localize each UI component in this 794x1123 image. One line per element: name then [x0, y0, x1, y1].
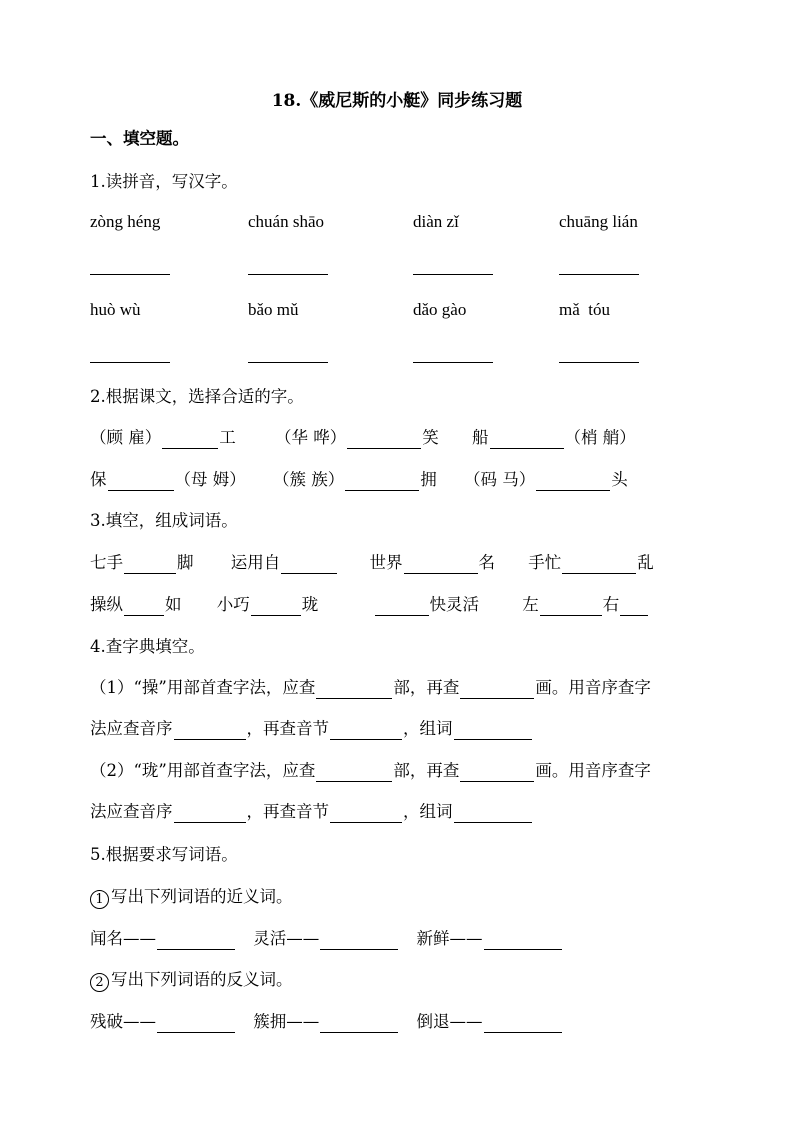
answer-blank[interactable] — [345, 473, 419, 491]
choice-text: （顾 雇） — [90, 428, 162, 447]
word-part: 新鲜—— — [416, 929, 483, 948]
pinyin-item: diàn zǐ — [413, 212, 459, 231]
word-part: 闻名—— — [90, 929, 156, 948]
choice-text: （母 姆） — [174, 470, 246, 489]
answer-blank[interactable] — [620, 598, 648, 616]
choice-text: （梢 艄） — [564, 428, 636, 447]
word-part: 右 — [602, 595, 620, 614]
pinyin-item: mǎ tóu — [559, 300, 610, 319]
word-part: 脚 — [177, 553, 194, 572]
question-2-prompt: 2.根据课文，选择合适的字。 — [90, 387, 304, 406]
answer-blank[interactable] — [490, 431, 564, 449]
text-part: 法应查音序 — [90, 719, 173, 738]
answer-blank[interactable] — [559, 362, 639, 363]
answer-blank[interactable] — [316, 764, 392, 782]
answer-blank[interactable] — [413, 274, 493, 275]
answer-blank[interactable] — [562, 556, 636, 574]
answer-blank[interactable] — [108, 473, 174, 491]
section-heading: 一、填空题。 — [90, 129, 189, 148]
answer-blank[interactable] — [281, 556, 337, 574]
word-part: 快灵活 — [429, 595, 479, 614]
word-part: 残破—— — [90, 1012, 156, 1031]
answer-blank[interactable] — [540, 598, 602, 616]
answer-blank[interactable] — [320, 932, 398, 950]
text-part: 法应查音序 — [90, 802, 173, 821]
text-part: ，组词 — [403, 719, 453, 738]
pinyin-item: zòng héng — [90, 212, 161, 231]
subquestion-2 — [90, 969, 293, 992]
word-part: 头 — [611, 470, 628, 489]
antonym-row — [90, 1011, 563, 1033]
answer-blank[interactable] — [330, 805, 402, 823]
answer-blank[interactable] — [559, 274, 639, 275]
word-part: 拥 — [420, 470, 437, 489]
answer-blank[interactable] — [248, 274, 328, 275]
answer-blank[interactable] — [460, 681, 534, 699]
text-part: （1）“操”用部首查字法，应查 — [90, 678, 316, 697]
text-part: 画。用音序查字 — [535, 761, 651, 780]
word-part: 左 — [522, 595, 539, 614]
word-part: 小巧 — [216, 595, 250, 614]
answer-blank[interactable] — [174, 722, 246, 740]
text-part: 部，再查 — [393, 761, 460, 780]
word-part: 簇拥—— — [253, 1012, 320, 1031]
answer-blank[interactable] — [251, 598, 301, 616]
subquestion-text: 写出下列词语的近义词。 — [111, 887, 293, 906]
word-part: 运用自 — [230, 553, 281, 572]
choice-text: （码 马） — [464, 470, 536, 489]
word-part: 操纵 — [90, 595, 123, 614]
word-part: 珑 — [301, 595, 319, 614]
answer-blank[interactable] — [157, 932, 235, 950]
answer-blank[interactable] — [124, 598, 164, 616]
question-4-part-1-line-1 — [90, 677, 651, 699]
question-4-prompt: 4.查字典填空。 — [90, 637, 205, 656]
word-part: 如 — [165, 595, 182, 614]
word-part: 乱 — [637, 553, 654, 572]
answer-blank[interactable] — [375, 598, 429, 616]
answer-blank[interactable] — [454, 805, 532, 823]
text-part: ，再查音节 — [246, 802, 329, 821]
question-1-prompt: 1.读拼音，写汉字。 — [90, 172, 238, 191]
word-part: 手忙 — [528, 553, 562, 572]
word-part: 工 — [219, 428, 236, 447]
question-3-line-2 — [90, 594, 649, 616]
choice-text: （华 哗） — [275, 428, 347, 447]
question-2-line-2 — [90, 469, 628, 491]
answer-blank[interactable] — [162, 431, 218, 449]
answer-blank[interactable] — [316, 681, 392, 699]
text-part: （2）“珑”用部首查字法，应查 — [90, 761, 316, 780]
text-part: 画。用音序查字 — [535, 678, 651, 697]
question-5-prompt: 5.根据要求写词语。 — [90, 845, 238, 864]
word-part: 倒退—— — [416, 1012, 483, 1031]
answer-blank[interactable] — [484, 932, 562, 950]
answer-blank[interactable] — [454, 722, 532, 740]
question-3-line-1 — [90, 552, 654, 574]
circled-number: 2 — [90, 973, 109, 992]
answer-blank[interactable] — [404, 556, 478, 574]
word-part: 七手 — [90, 553, 123, 572]
choice-text: （簇 族） — [273, 470, 345, 489]
pinyin-item: dǎo gào — [413, 300, 467, 319]
question-4-part-2-line-1 — [90, 760, 651, 782]
pinyin-item: huò wù — [90, 300, 141, 319]
word-part: 灵活—— — [253, 929, 320, 948]
word-part: 船 — [472, 428, 489, 447]
word-part: 保 — [90, 470, 107, 489]
answer-blank[interactable] — [320, 1015, 398, 1033]
question-4-part-1-line-2 — [90, 718, 533, 740]
answer-blank[interactable] — [413, 362, 493, 363]
answer-blank[interactable] — [124, 556, 176, 574]
circled-number: 1 — [90, 890, 109, 909]
page-title: 18.《威尼斯的小艇》同步练习题 — [271, 91, 523, 111]
answer-blank[interactable] — [347, 431, 421, 449]
answer-blank[interactable] — [90, 274, 170, 275]
pinyin-item: chuán shāo — [248, 212, 325, 231]
text-part: ，再查音节 — [246, 719, 329, 738]
answer-blank[interactable] — [330, 722, 402, 740]
answer-blank[interactable] — [90, 362, 170, 363]
subquestion-1 — [90, 886, 293, 909]
word-part: 世界 — [369, 553, 403, 572]
text-part: 部，再查 — [393, 678, 460, 697]
word-part: 名 — [478, 553, 495, 572]
answer-blank[interactable] — [174, 805, 246, 823]
answer-blank[interactable] — [484, 1015, 562, 1033]
answer-blank[interactable] — [536, 473, 610, 491]
text-part: ，组词 — [403, 802, 453, 821]
question-2-line-1 — [90, 427, 636, 449]
question-4-part-2-line-2 — [90, 801, 533, 823]
subquestion-text: 写出下列词语的反义词。 — [111, 970, 293, 989]
word-part: 笑 — [422, 428, 439, 447]
pinyin-item: bǎo mǔ — [248, 300, 299, 319]
answer-blank[interactable] — [248, 362, 328, 363]
answer-blank[interactable] — [157, 1015, 235, 1033]
answer-blank[interactable] — [460, 764, 534, 782]
question-3-prompt: 3.填空，组成词语。 — [90, 511, 238, 530]
synonym-row — [90, 928, 563, 950]
pinyin-item: chuāng lián — [559, 212, 638, 231]
